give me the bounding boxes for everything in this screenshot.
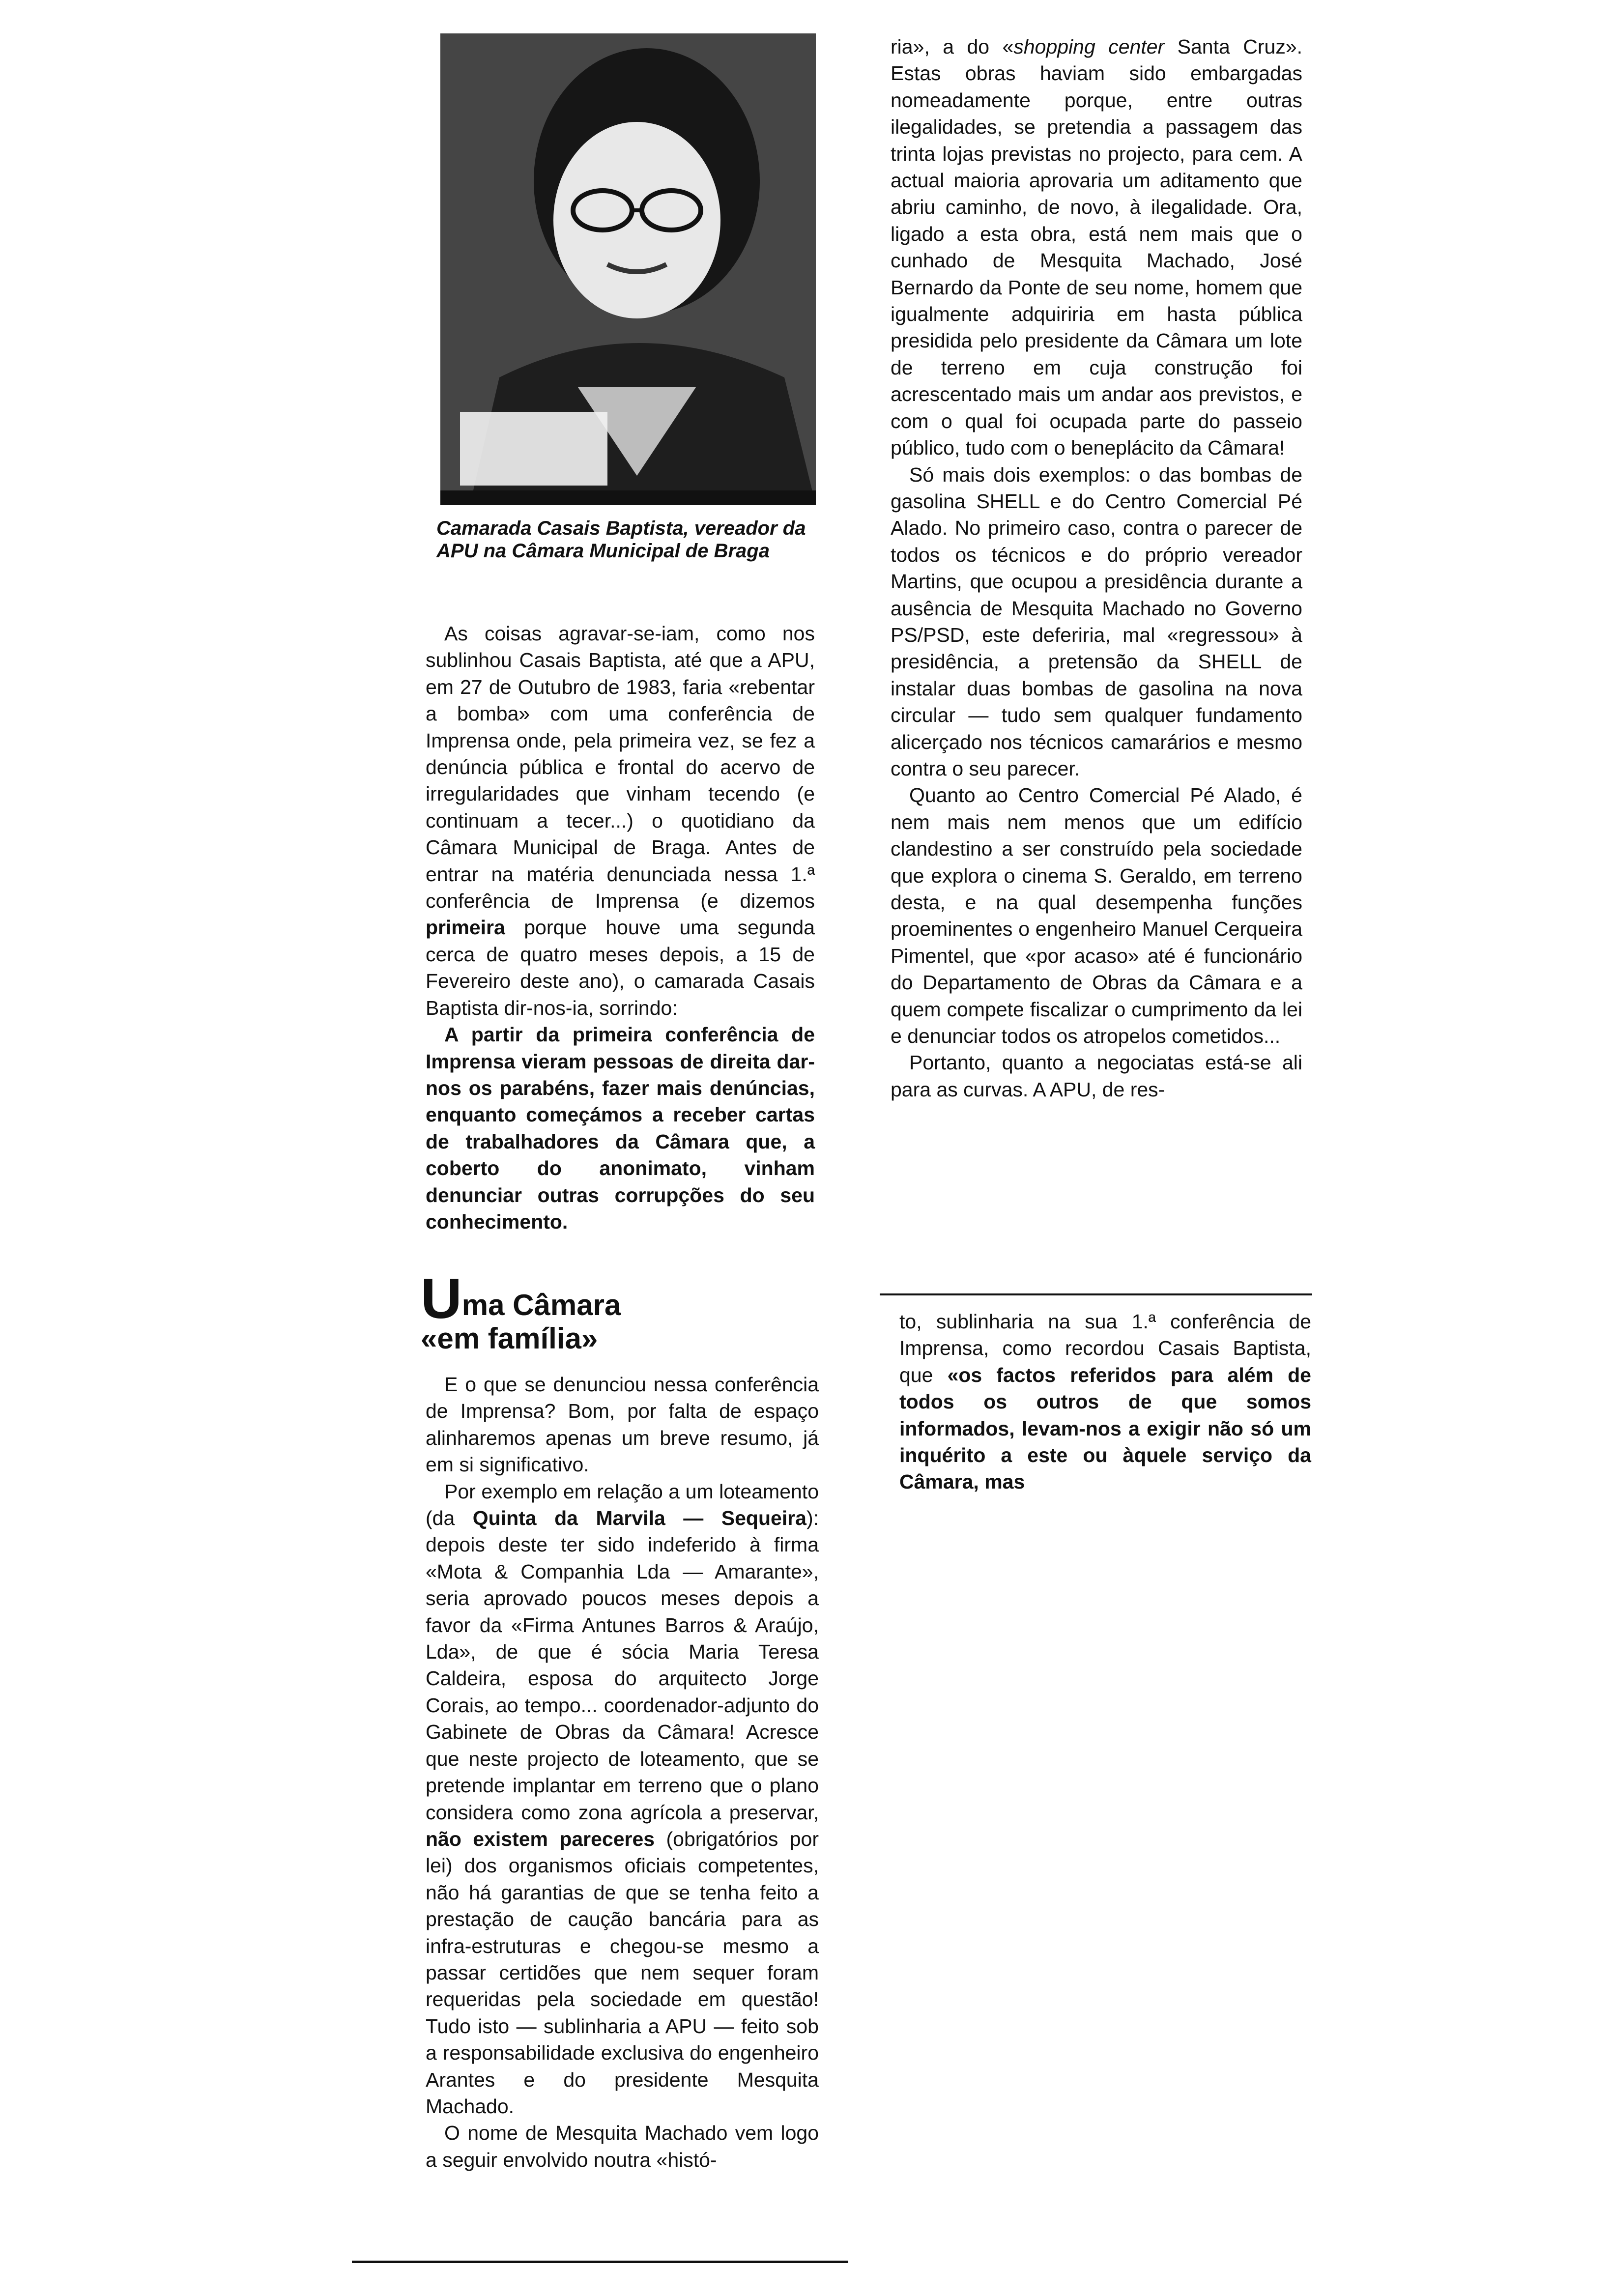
left-column [426, 620, 815, 1235]
right-p5-bold: «os factos referidos para além de todos os outros de que somos informados, levam-nos a exigir não só um inquérito a este ou àquele serviço da Câmara, mas [899, 1363, 1311, 1493]
left-p4-bold2: não existem pareceres [426, 1827, 655, 1850]
bottom-rule [352, 2261, 848, 2263]
right-column-rule [880, 1293, 1312, 1295]
left-p4-b: ): depois deste ter sido indeferido à firma «Mota & Companhia Lda — Amarante», seria aprovado poucos meses depois a favor da «Firma Antunes Barros & Araújo, Lda», de que é sócia Maria Teresa Caldeira, esposa do arquitecto Jorge Corais, ao tempo... coordenador-adjunto do Gabinete de Obras da Câmara! Acresce que neste projecto de loteamento, que se pretende implantar em terreno que o plano considera como zona agrícola a preservar, [426, 1507, 819, 1824]
right-column-lower [899, 1308, 1311, 1495]
left-paragraph-4 [426, 1478, 819, 2120]
left-paragraph-3: E o que se denunciou nessa conferência de Imprensa? Bom, por falta de espaço alinharemos apenas um breve resumo, já em si significativo. [426, 1373, 819, 1476]
right-p1-a: ria», a do « [891, 35, 1014, 58]
portrait-image [440, 33, 816, 505]
section-headline [421, 1266, 834, 1355]
headline-line2: «em família» [421, 1322, 598, 1355]
left-p4-a: Por exemplo em relação a um loteamento (da [426, 1480, 819, 1530]
headline-initial: U [421, 1266, 462, 1330]
portrait-photo [440, 33, 816, 505]
right-p1-ital: shopping center [1013, 35, 1165, 58]
left-p4-bold1: Quinta da Marvila — Sequeira [472, 1507, 806, 1530]
right-paragraph-1 [891, 33, 1302, 461]
right-column [891, 33, 1302, 1103]
left-p1-end: porque houve uma segunda cerca de quatro meses depois, a 15 de Fevereiro deste ano), o camarada Casais Baptista dir-nos-ia, sorrindo: [426, 916, 815, 1019]
left-paragraph-2: A partir da primeira conferência de Imprensa vieram pessoas de direita dar-nos os parabéns, fazer mais denúncias, enquanto começámos a receber cartas de trabalhadores da Câmara que, a coberto do anonimato, vinham denunciar outras corrupções do seu conhecimento. [426, 1023, 815, 1233]
left-column-lower [426, 1371, 819, 2173]
right-p1-b: Santa Cruz». Estas obras haviam sido embargadas nomeadamente porque, entre outras ilegalidades, se pretendia a passagem das trinta lojas previstas no projecto, para cem. A actual maioria aprovaria um aditamento que abriu caminho, de novo, à ilegalidade. Ora, ligado a esta obra, está nem mais que o cunhado de Mesquita Machado, José Bernardo da Ponte de seu nome, homem que igualmente adquiriria em hasta pública presidida pelo presidente da Câmara um lote de terreno em cuja construção foi acrescentado mais um andar aos previstos, e com o qual foi ocupada parte do passeio público, tudo com o beneplácito da Câmara! [891, 35, 1303, 459]
photo-caption: Camarada Casais Baptista, vereador da APU na Câmara Municipal de Braga [436, 517, 806, 562]
headline-line1: ma Câmara [461, 1289, 621, 1321]
right-paragraph-4: Portanto, quanto a negociatas está-se ali para as curvas. A APU, de res- [891, 1051, 1302, 1101]
left-paragraph-1 [426, 620, 815, 1021]
right-paragraph-5 [899, 1308, 1311, 1495]
right-paragraph-2: Só mais dois exemplos: o das bombas de gasolina SHELL e do Centro Comercial Pé Alado. No primeiro caso, contra o parecer de todos os técnicos e do próprio vereador Martins, que ocupou a presidência durante a ausência de Mesquita Machado no Governo PS/PSD, este deferiria, mal «regressou» à presidência, a pretensão da SHELL de instalar duas bombas de gasolina na nova circular — tudo sem qualquer fundamento alicerçado nos técnicos camarários e mesmo contra o seu parecer. [891, 463, 1302, 780]
right-paragraph-3: Quanto ao Centro Comercial Pé Alado, é nem mais nem menos que um edifício clandestino a ser construído pela sociedade que explora o cinema S. Geraldo, em terreno desta, e na qual desempenha funções proeminentes o engenheiro Manuel Cerqueira Pimentel, que «por acaso» até é funcionário do Departamento de Obras da Câmara e a quem compete fiscalizar o cumprimento da lei e denunciar todos os atropelos cometidos... [891, 784, 1302, 1048]
left-p4-c: (obrigatórios por lei) dos organismos oficiais competentes, não há garantias de que se tenha feito a prestação de caução bancária para as infra-estruturas e chegou-se mesmo a passar certidões que nem sequer foram requeridas pela sociedade em questão! Tudo isto — sublinharia a APU — feito sob a responsabilidade exclusiva do engenheiro Arantes e do presidente Mesquita Machado. [426, 1827, 819, 2118]
left-p1-text: As coisas agravar-se-iam, como nos sublinhou Casais Baptista, até que a APU, em 27 de Outubro de 1983, faria «rebentar a bomba» com uma conferência de Imprensa onde, pela primeira vez, se fez a denúncia pública e frontal do acervo de irregularidades que vinham tecendo (e continuam a tecer...) o quotidiano da Câmara Municipal de Braga. Antes de entrar na matéria denunciada nessa 1.ª conferência de Imprensa (e dizemos [426, 622, 815, 913]
right-p5-a: to, sublinharia na sua 1.ª conferência de Imprensa, como recordou Casais Baptista, que [899, 1310, 1311, 1386]
left-p1-bold: primeira [426, 916, 505, 939]
left-paragraph-5: O nome de Mesquita Machado vem logo a seguir envolvido noutra «histó- [426, 2122, 819, 2171]
